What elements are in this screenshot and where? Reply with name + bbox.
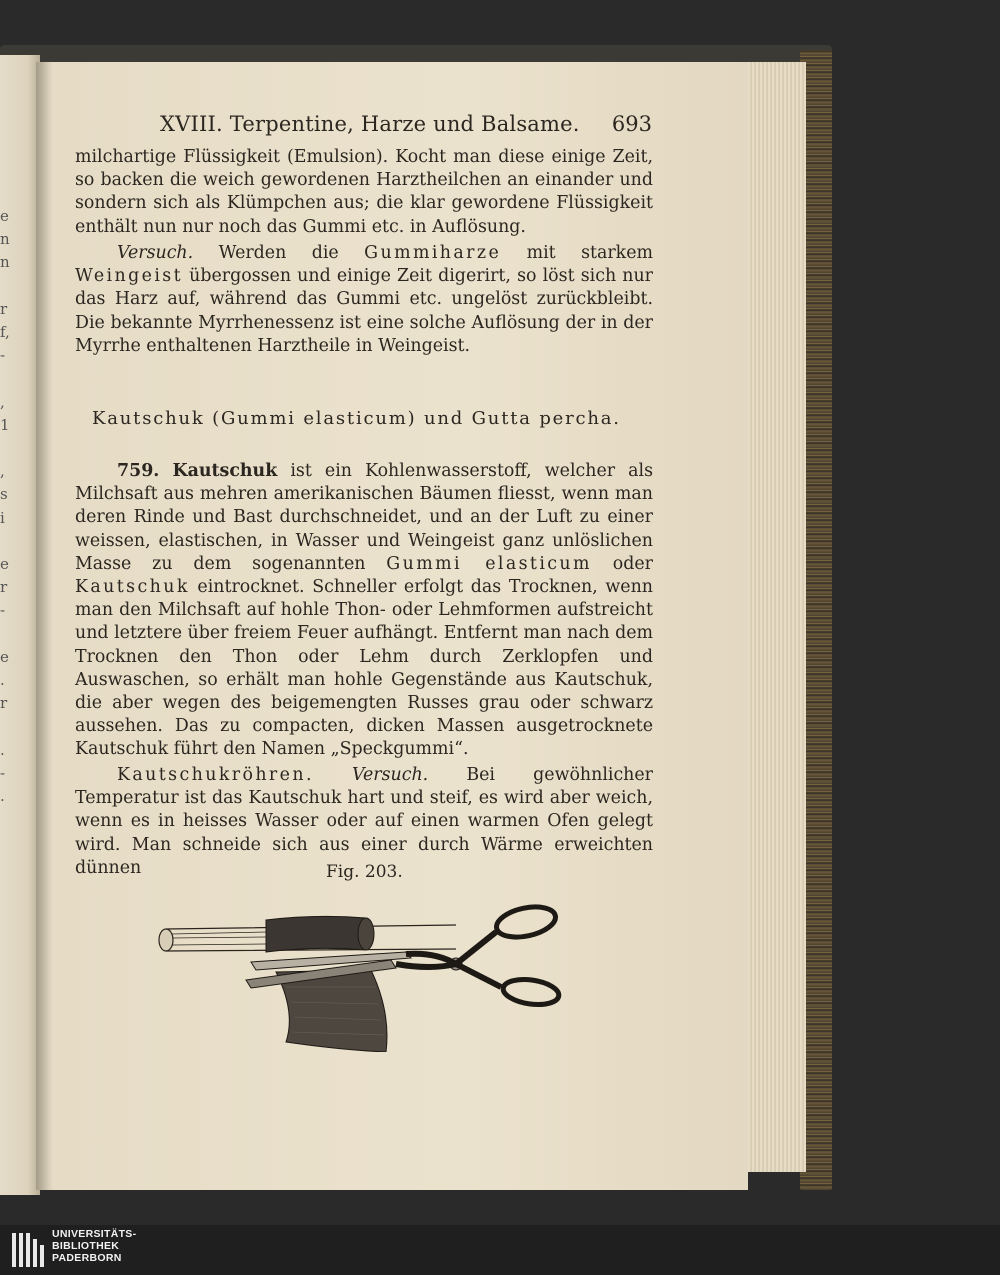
- header-title: XVIII. Terpentine, Harze und Balsame.: [160, 112, 580, 136]
- scissors-lower-ring: [502, 976, 561, 1008]
- text-run: oder: [591, 553, 653, 574]
- figure-caption: Fig. 203.: [326, 862, 403, 882]
- section-heading: Kautschuk (Gummi elasticum) und Gutta percha.: [92, 408, 621, 429]
- text-run: Bei gewöhnlicher Temperatur ist das Kautschuk hart und steif, es wird aber weich, wenn es in heisses Wasser oder auf einen warmen Ofen gelegt wird. Man schneide sich aus einer durch Wärme erweichten dünnen: [75, 765, 653, 878]
- term-gummiharze: Gummiharze: [364, 243, 502, 263]
- left-page-edge: [0, 55, 40, 1195]
- rubber-sheet: [266, 916, 366, 952]
- scissors-rubber-tube-illustration: [156, 892, 576, 1052]
- library-name-line3: PADERBORN: [52, 1252, 122, 1264]
- book-page: [36, 62, 748, 1190]
- versuch-label: Versuch.: [117, 243, 194, 263]
- scissors-upper-ring: [494, 902, 559, 942]
- text-run: Werden die: [193, 243, 365, 263]
- text-run: mit starkem: [501, 243, 653, 263]
- paragraph-continued: milchartige Flüssigkeit (Emulsion). Kocht man diese einige Zeit, so backen die weich gewordenen Harztheilchen an einander und sondern sich als Klümpchen aus; die klar gewordene Flüssigkeit enthält nun nur noch das Gummi etc. in Auflösung.: [75, 147, 653, 237]
- running-header: [160, 112, 652, 138]
- page-number: 693: [611, 112, 652, 136]
- page-stack-edge: [740, 62, 806, 1172]
- library-name-line1: UNIVERSITÄTS-: [52, 1228, 137, 1240]
- term-gummi-elasticum: Gummi elasticum: [386, 553, 592, 574]
- library-footer: [0, 1225, 1000, 1275]
- text-run: ist ein Kohlenwasserstoff, welcher als Milchsaft aus mehren amerikanischen Bäumen fliesst, wenn man deren Rinde und Bast durchschneidet, und an der Luft zu einer weissen, elastischen, in Wasser und Weingeist ganz unlöslichen Masse zu dem sogenannten: [75, 461, 653, 574]
- gutter-shadow: [36, 62, 54, 1190]
- text-run: eintrocknet. Schneller erfolgt das Trocknen, wenn man den Milchsaft auf hohle Thon- oder Lehmformen aufstreicht und letztere über freiem Feuer aufhängt. Entfernt man nach dem Trocknen den Thon oder Lehm durch Zerklopfen und Auswaschen, so erhält man hohle Gegenstände aus Kautschuk, die aber wegen des beigemengten Russes grau oder schwarz aussehen. Das zu compacten, dicken Massen ausgetrocknete Kautschuk führt den Namen „Speckgummi“.: [75, 577, 653, 760]
- term-kautschuk-bold: Kautschuk: [172, 461, 278, 481]
- library-name-line2: BIBLIOTHEK: [52, 1240, 120, 1252]
- library-logo-icon: [10, 1229, 46, 1271]
- library-name: [52, 1228, 136, 1264]
- paragraph-number: 759.: [117, 461, 160, 481]
- text-run: übergossen und einige Zeit digerirt, so löst sich nur das Harz auf, während das Gummi etc. ungelöst zurückbleibt. Die bekannte Myrrhenessenz ist eine solche Auflösung der in der Myrrhe enthaltenen Harztheile in Weingeist.: [75, 266, 653, 356]
- term-kautschuk: Kautschuk: [75, 577, 190, 598]
- versuch-label: Versuch.: [352, 765, 429, 785]
- term-weingeist: Weingeist: [75, 266, 184, 287]
- paragraph-759-kautschuk: [75, 460, 653, 762]
- paragraph-versuch-gummiharze: [75, 242, 653, 358]
- left-page-cut-text: e n n r f, - , 1 , s i e r - e . r . - .: [0, 207, 10, 806]
- term-kautschukroehren: Kautschukröhren.: [117, 765, 314, 785]
